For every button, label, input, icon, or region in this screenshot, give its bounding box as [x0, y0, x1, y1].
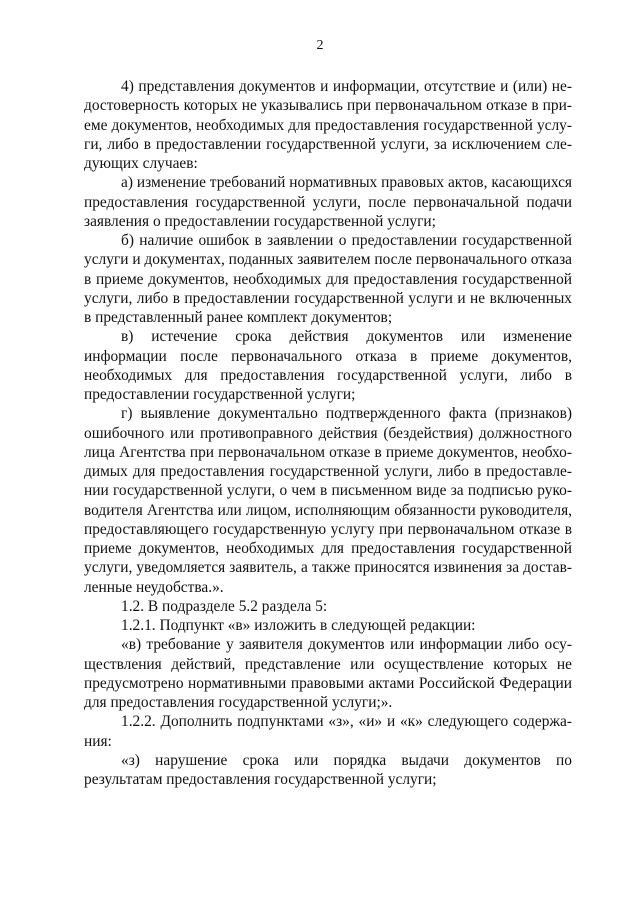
paragraph-1-2-1: 1.2.1. Подпункт «в» изложить в следующей редакции: [121, 617, 476, 634]
document-body [84, 77, 572, 789]
paragraph-subitem-z: «з) нарушение срока или порядка выдачи документов по результатам предоставления государственной услуги; [84, 751, 572, 788]
paragraph-1-2-2: 1.2.2. Дополнить подпунктами «з», «и» и «к» следующего содержания: [84, 713, 572, 750]
paragraph-1-2: 1.2. В подразделе 5.2 раздела 5: [121, 597, 328, 615]
page-number: 2 [316, 38, 324, 53]
paragraph-subitem-g: г) выявление документально подтвержденного факта (признаков) ошибочного или противоправного действия (бездействия) должностного лица Агентства при первоначальном отказе в приеме документов, необходимых для предоставления государственной услуги, либо в предоставлении государственной услуги, о чем в письменном виде за подписью руководителя Агентства или лицом, исполняющим обязанности руководителя, предоставляющего государственную услугу при первоначальном отказе в приеме документов, необходимых для предоставления государственной услуги, уведомляется заявитель, а также приносятся извинения за доставленные неудобства.». [84, 405, 572, 596]
paragraph-subitem-v-new: «в) требование у заявителя документов или информации либо осуществления действий, представление или осуществление которых не предусмотрено нормативными правовыми актами Российской Федерации для предоставления государственной услуги;». [84, 636, 572, 711]
paragraph-subitem-a: а) изменение требований нормативных правовых актов, касающихся предоставления государственной услуги, после первоначальной подачи заявления о предоставлении государственной услуги; [84, 174, 572, 230]
paragraph-subitem-b: б) наличие ошибок в заявлении о предоставлении государственной услуги и документах, поданных заявителем после первоначального отказа в приеме документов, необходимых для предоставления государственной услуги, либо в предоставлении государственной услуги и не включенных в представленный ранее комплект документов; [84, 232, 572, 326]
paragraph-subitem-v: в) истечение срока действия документов или изменение информации после первоначального отказа в приеме документов, необходимых для предоставления государственной услуги, либо в предоставлении государственной услуги; [84, 328, 572, 403]
paragraph-item-4: 4) представления документов и информации, отсутствие и (или) недостоверность которых не указывались при первоначальном отказе в приеме документов, необходимых для предоставления государственной услуги, либо в предоставлении государственной услуги, за исключением следующих случаев: [84, 78, 572, 172]
